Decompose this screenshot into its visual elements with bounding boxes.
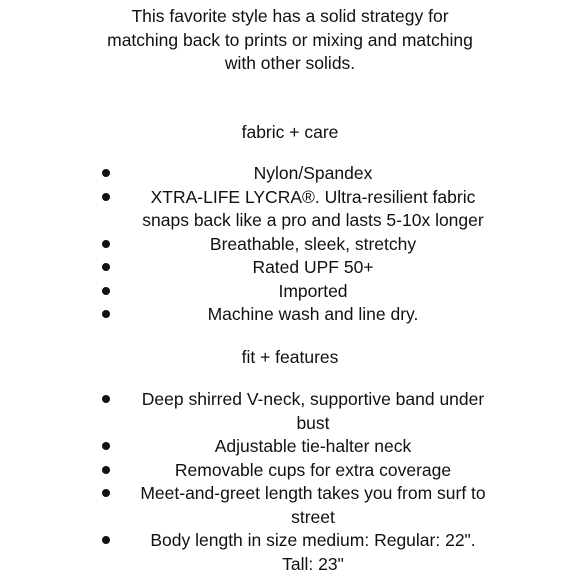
bullet-icon	[102, 466, 110, 474]
list-item	[0, 256, 580, 280]
fit-features-heading: fit + features	[241, 347, 339, 367]
intro-line: matching back to prints or mixing and matching	[107, 29, 473, 50]
list-item	[0, 162, 580, 186]
list-item	[0, 435, 580, 459]
bullet-icon	[102, 310, 110, 318]
bullet-icon	[102, 287, 110, 295]
list-item-text: Adjustable tie-halter neck	[214, 436, 412, 456]
list-item-text: Machine wash and line dry.	[207, 304, 419, 324]
list-item	[0, 233, 580, 257]
intro-line: This favorite style has a solid strategy for	[131, 6, 449, 26]
list-item-text: Removable cups for extra coverage	[174, 459, 452, 480]
bullet-icon	[102, 193, 110, 201]
bullet-icon	[102, 442, 110, 450]
list-item	[0, 303, 580, 327]
list-item-text: Meet-and-greet length takes you from surf to street	[140, 483, 486, 527]
list-item	[0, 529, 580, 576]
fabric-care-list	[0, 162, 580, 327]
fit-features-list	[0, 388, 580, 576]
list-item	[0, 388, 580, 435]
list-item-text: Deep shirred V-neck, supportive band under bust	[141, 389, 485, 433]
list-item	[0, 459, 580, 483]
list-item-text: Imported	[278, 280, 348, 301]
bullet-icon	[102, 536, 110, 544]
list-item-text: Rated UPF 50+	[252, 257, 374, 277]
list-item-text: Nylon/Spandex	[253, 163, 373, 183]
intro-paragraph	[80, 5, 500, 76]
list-item-text: Breathable, sleek, stretchy	[209, 233, 417, 254]
list-item-text: Body length in size medium: Regular: 22". Tall: 23"	[150, 530, 476, 574]
bullet-icon	[102, 263, 110, 271]
bullet-icon	[102, 240, 110, 248]
list-item	[0, 280, 580, 304]
bullet-icon	[102, 395, 110, 403]
bullet-icon	[102, 489, 110, 497]
fabric-care-heading: fabric + care	[241, 122, 339, 142]
list-item	[0, 482, 580, 529]
intro-line: with other solids.	[224, 53, 356, 73]
list-item-text: XTRA-LIFE LYCRA®. Ultra-resilient fabric snaps back like a pro and lasts 5-10x longer	[142, 186, 484, 230]
list-item	[0, 186, 580, 233]
bullet-icon	[102, 169, 110, 177]
